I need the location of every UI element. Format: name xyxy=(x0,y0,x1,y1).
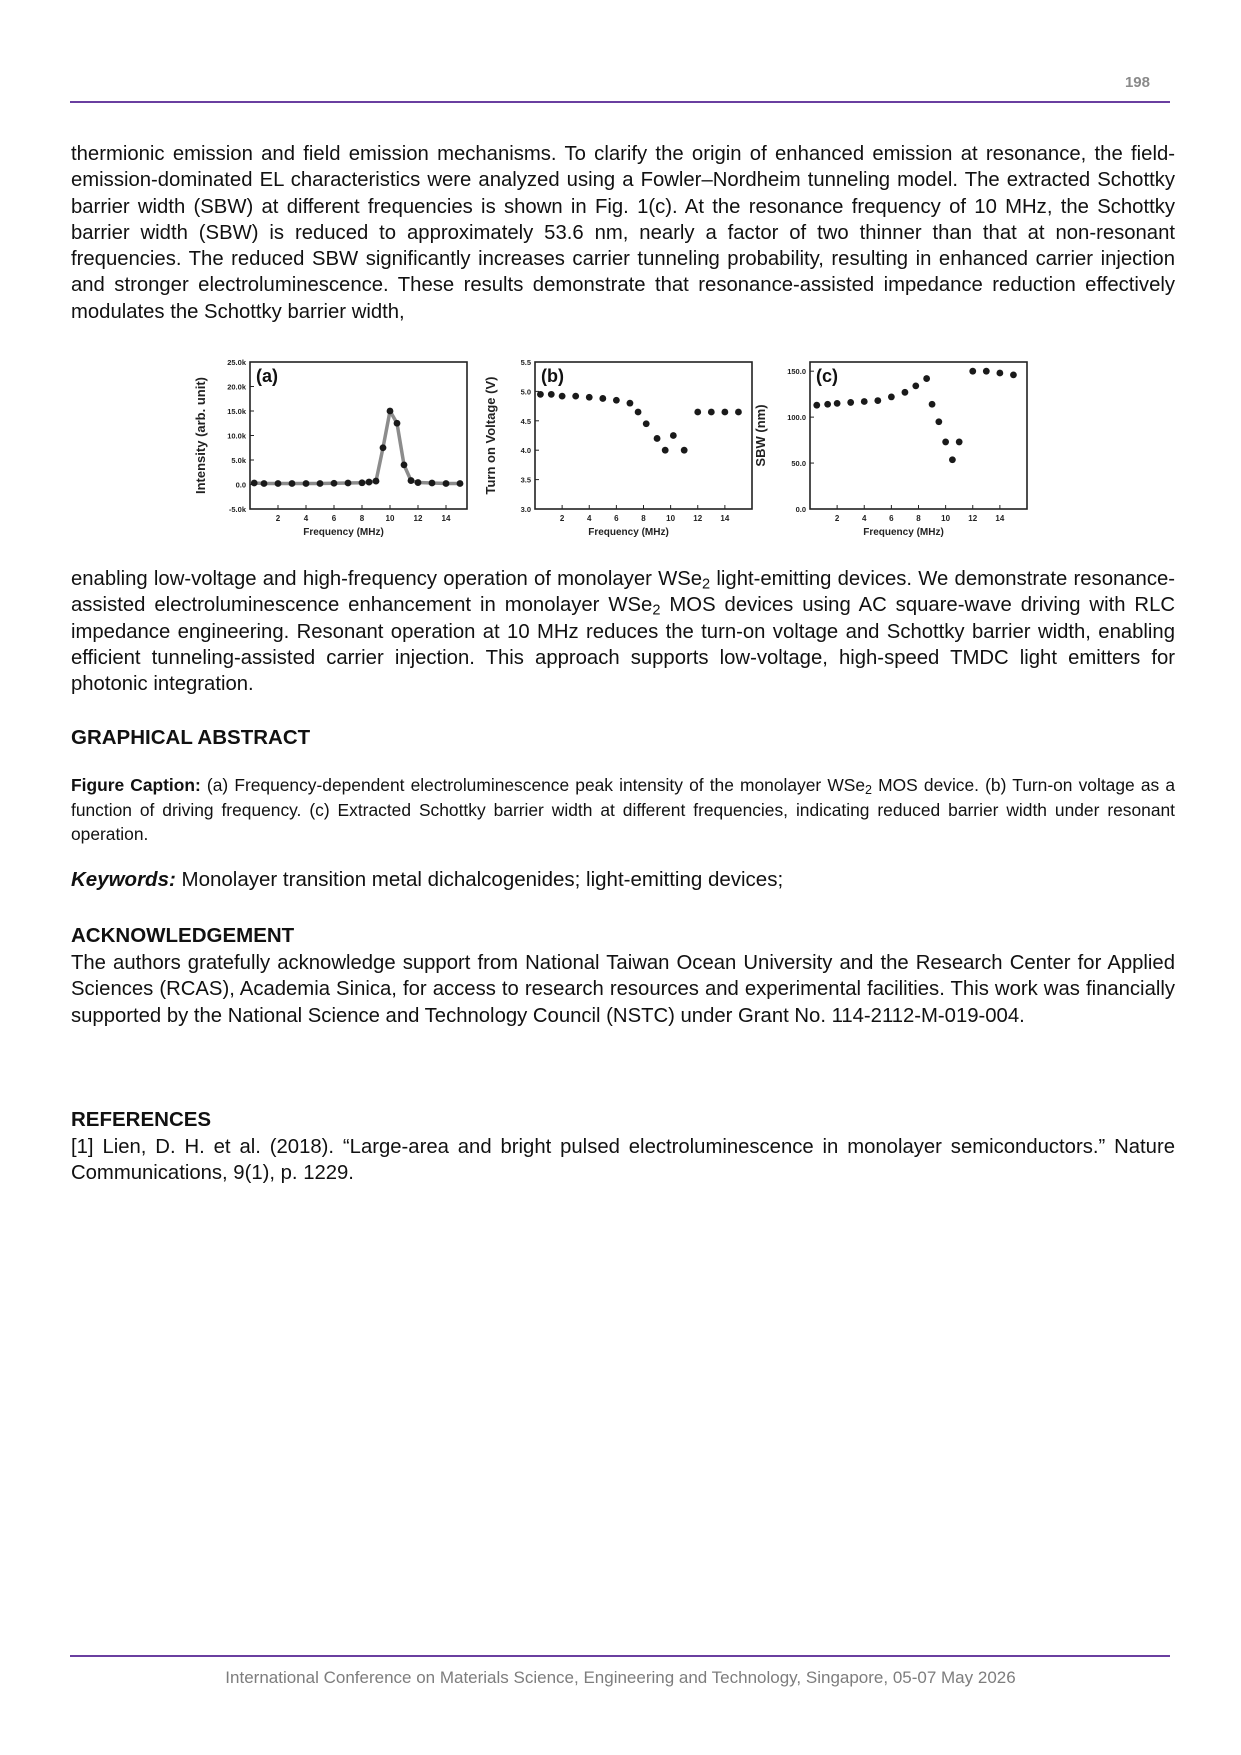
figure-1 xyxy=(185,354,1055,562)
panel-b-x-tick-label: 8 xyxy=(641,514,646,523)
panel-a-data-point xyxy=(289,480,296,487)
panel-c-data-point xyxy=(942,439,949,446)
panel-b-data-point xyxy=(627,400,634,407)
panel-c-data-point xyxy=(834,400,841,407)
panel-b-x-tick-label: 12 xyxy=(693,514,703,523)
panel-b-x-tick-label: 4 xyxy=(587,514,592,523)
panel-c-data-point xyxy=(983,368,990,375)
panel-a-y-tick-label: 5.0k xyxy=(231,456,246,465)
panel-c-data-point xyxy=(956,439,963,446)
header-rule xyxy=(70,101,1170,103)
panel-b-y-label: Turn on Voltage (V) xyxy=(483,376,498,495)
panel-a-data-point xyxy=(408,477,415,484)
panel-c-y-tick-label: 150.0 xyxy=(787,367,806,377)
panel-b-y-tick-label: 5.5 xyxy=(520,358,531,367)
panel-c-data-point xyxy=(824,401,831,408)
panel-a-data-point xyxy=(366,479,373,486)
panel-c-y-tick-label: 0.0 xyxy=(795,505,806,514)
caption-text-2: MOS device. (b) Turn-on voltage as a function of driving frequency. (c) Extracted Schottky barrier width at different frequencies, indicating reduced barrier width under resonant operation. xyxy=(71,775,1175,844)
graphical-abstract-heading: GRAPHICAL ABSTRACT xyxy=(71,726,311,749)
figure-caption xyxy=(71,773,1175,847)
panel-c-data-point xyxy=(861,398,868,405)
panel-b-x-tick-label: 2 xyxy=(559,514,565,523)
panel-a-x-tick-label: 14 xyxy=(441,514,451,523)
panel-b-data-point xyxy=(721,409,728,416)
panel-a-y-tick-label: 15.0k xyxy=(227,407,246,416)
panel-a-data-point xyxy=(331,480,338,487)
panel-b-y-tick-label: 3.5 xyxy=(520,475,531,485)
caption-subscript: 2 xyxy=(865,783,873,798)
panel-c-x-tick-label: 6 xyxy=(889,514,894,523)
panel-c-data-point xyxy=(847,399,854,406)
panel-a-x-tick-label: 12 xyxy=(413,514,423,523)
panel-b-data-point xyxy=(681,447,688,454)
panel-a-data-point xyxy=(380,444,387,451)
panel-b-data-point xyxy=(654,435,661,442)
panel-a-data-point xyxy=(345,480,352,487)
panel-b-data-point xyxy=(548,391,555,398)
panel-a-y-tick-label: 25.0k xyxy=(227,358,246,367)
panel-c-y-label: SBW (nm) xyxy=(753,404,768,467)
panel-a-frame xyxy=(250,362,467,509)
panel-a-y-label: Intensity (arb. unit) xyxy=(193,377,208,494)
panel-b-data-point xyxy=(643,420,650,427)
para2-text-1: enabling low-voltage and high-frequency operation of monolayer WSe xyxy=(71,568,703,590)
panel-b-data-point xyxy=(599,395,606,402)
panel-a-data-point xyxy=(317,480,324,487)
panel-b-data-point xyxy=(559,393,566,400)
panel-a-data-point xyxy=(443,480,450,487)
panel-a-x-tick-label: 8 xyxy=(359,514,365,523)
panel-b-data-point xyxy=(662,447,669,454)
panel-b-y-tick-label: 4.5 xyxy=(520,416,531,426)
panel-a-data-point xyxy=(303,480,310,487)
panel-a-data-point xyxy=(415,479,422,486)
panel-b-y-tick-label: 4.0 xyxy=(520,446,531,456)
panel-c-x-tick-label: 2 xyxy=(834,514,840,523)
references-heading: REFERENCES xyxy=(71,1108,212,1131)
panel-a-x-tick-label: 6 xyxy=(331,514,337,523)
panel-b-y-tick-label: 5.0 xyxy=(520,387,531,397)
panel-c-data-point xyxy=(969,368,976,375)
panel-b-data-point xyxy=(572,393,579,400)
panel-a-y-tick-label: 10.0k xyxy=(227,431,246,441)
panel-c-label: (c) xyxy=(816,366,838,386)
panel-c-data-point xyxy=(929,401,936,408)
panel-c-data-point xyxy=(949,456,956,463)
panel-b-x-label: Frequency (MHz) xyxy=(588,527,669,538)
panel-a-data-point xyxy=(275,480,282,487)
panel-a-y-tick-label: -5.0k xyxy=(228,505,246,514)
panel-c-data-point xyxy=(996,370,1003,377)
panel-a-data-point xyxy=(394,420,401,427)
panel-a-y-tick-label: 0.0 xyxy=(235,480,246,490)
panel-a-y-tick-label: 20.0k xyxy=(227,382,246,392)
para2-text-3: MOS devices using AC square-wave driving with RLC impedance engineering. Resonant operation at 10 MHz reduces the turn-on voltage and Schottky barrier width, enabling efficient tunneling-assisted carrier injection. This approach supports low-voltage, high-speed TMDC light emitters for photonic integration. xyxy=(71,594,1175,696)
panel-a-fit-line xyxy=(254,411,460,484)
para2-subscript-2: 2 xyxy=(652,602,661,619)
acknowledgement-text: The authors gratefully acknowledge support from National Taiwan Ocean University and the Research Center for Applied Sciences (RCAS), Academia Sinica, for access to research resources and experimental facilities. This work was financially supported by the National Science and Technology Council (NSTC) under Grant No. 114-2112-M-019-004. xyxy=(71,952,1175,1027)
caption-text-1: (a) Frequency-dependent electroluminescence peak intensity of the monolayer WSe xyxy=(200,775,866,795)
panel-a-label: (a) xyxy=(256,366,278,386)
footer-rule xyxy=(70,1655,1170,1657)
panel-b-x-tick-label: 10 xyxy=(666,514,676,523)
panel-c-data-point xyxy=(923,375,930,382)
panel-a-data-point xyxy=(251,480,258,487)
panel-c-x-tick-label: 8 xyxy=(916,514,921,523)
panel-b-data-point xyxy=(694,409,701,416)
panel-b-data-point xyxy=(670,432,677,439)
panel-a-data-point xyxy=(261,480,268,487)
page-number: 198 xyxy=(1124,74,1150,91)
acknowledgement-heading: ACKNOWLEDGEMENT xyxy=(71,924,295,947)
panel-b-data-point xyxy=(708,409,715,416)
panel-b-frame xyxy=(535,362,752,509)
panel-b-label: (b) xyxy=(541,366,564,386)
panel-c-data-point xyxy=(874,397,881,404)
panel-b-data-point xyxy=(635,409,642,416)
panel-c-data-point xyxy=(912,382,919,389)
panel-c-x-tick-label: 14 xyxy=(995,514,1005,523)
panel-a-data-point xyxy=(401,462,408,469)
panel-c-x-label: Frequency (MHz) xyxy=(863,527,944,538)
panel-c-x-tick-label: 10 xyxy=(941,514,951,523)
panel-c-data-point xyxy=(935,418,942,425)
panel-a-x-tick-label: 4 xyxy=(303,514,309,523)
body-paragraph-2 xyxy=(71,566,1175,697)
panel-b-data-point xyxy=(613,397,620,404)
panel-c-data-point xyxy=(888,394,895,401)
panel-c-data-point xyxy=(902,389,909,396)
panel-b-x-tick-label: 6 xyxy=(614,514,619,523)
panel-b-x-tick-label: 14 xyxy=(720,514,730,523)
panel-b-data-point xyxy=(537,391,544,398)
panel-a-data-point xyxy=(457,480,464,487)
body-paragraph-1: thermionic emission and field emission mechanisms. To clarify the origin of enhanced emission at resonance, the field-emission-dominated EL characteristics were analyzed using a Fowler–Nordheim tunneling model. The extracted Schottky barrier width (SBW) at different frequencies is shown in Fig. 1(c). At the resonance frequency of 10 MHz, the Schottky barrier width (SBW) is reduced to approximately 53.6 nm, nearly a factor of two thinner than that at non-resonant frequencies. The reduced SBW significantly increases carrier tunneling probability, resulting in enhanced carrier injection and stronger electroluminescence. These results demonstrate that resonance-assisted impedance reduction effectively modulates the Schottky barrier width, xyxy=(71,143,1175,323)
keywords-label: Keywords: xyxy=(71,868,176,891)
panel-a-data-point xyxy=(387,408,394,415)
para2-text-2: light-emitting devices. We demonstrate resonance-assisted electroluminescence enhancement in monolayer WSe xyxy=(71,568,1175,617)
panel-b-data-point xyxy=(735,409,742,416)
panel-a-data-point xyxy=(359,479,366,486)
footer-text: International Conference on Materials Science, Engineering and Technology, Singapore, 05-07 May 2026 xyxy=(225,1668,1016,1687)
panel-c-data-point xyxy=(813,402,820,409)
panel-b-data-point xyxy=(586,394,593,401)
panel-c-x-tick-label: 4 xyxy=(862,514,867,523)
panel-a-x-label: Frequency (MHz) xyxy=(303,527,384,538)
panel-c-x-tick-label: 12 xyxy=(968,514,978,523)
panel-a-x-tick-label: 10 xyxy=(385,514,395,523)
panel-c-data-point xyxy=(1010,371,1017,378)
panel-c-y-tick-label: 100.0 xyxy=(787,413,806,423)
caption-label: Figure Caption: xyxy=(71,775,201,795)
panel-c-y-tick-label: 50.0 xyxy=(791,459,806,469)
keywords xyxy=(71,868,783,892)
panel-a-data-point xyxy=(429,480,436,487)
keywords-text: Monolayer transition metal dichalcogenides; light-emitting devices; xyxy=(175,868,784,891)
panel-a-data-point xyxy=(373,478,380,485)
para2-subscript-1: 2 xyxy=(702,576,711,593)
reference-1: [1] Lien, D. H. et al. (2018). “Large-area and bright pulsed electroluminescence in monolayer semiconductors.” Nature Communications, 9(1), p. 1229. xyxy=(71,1136,1175,1185)
panel-a-x-tick-label: 2 xyxy=(275,514,281,523)
panel-b-y-tick-label: 3.0 xyxy=(520,505,531,514)
